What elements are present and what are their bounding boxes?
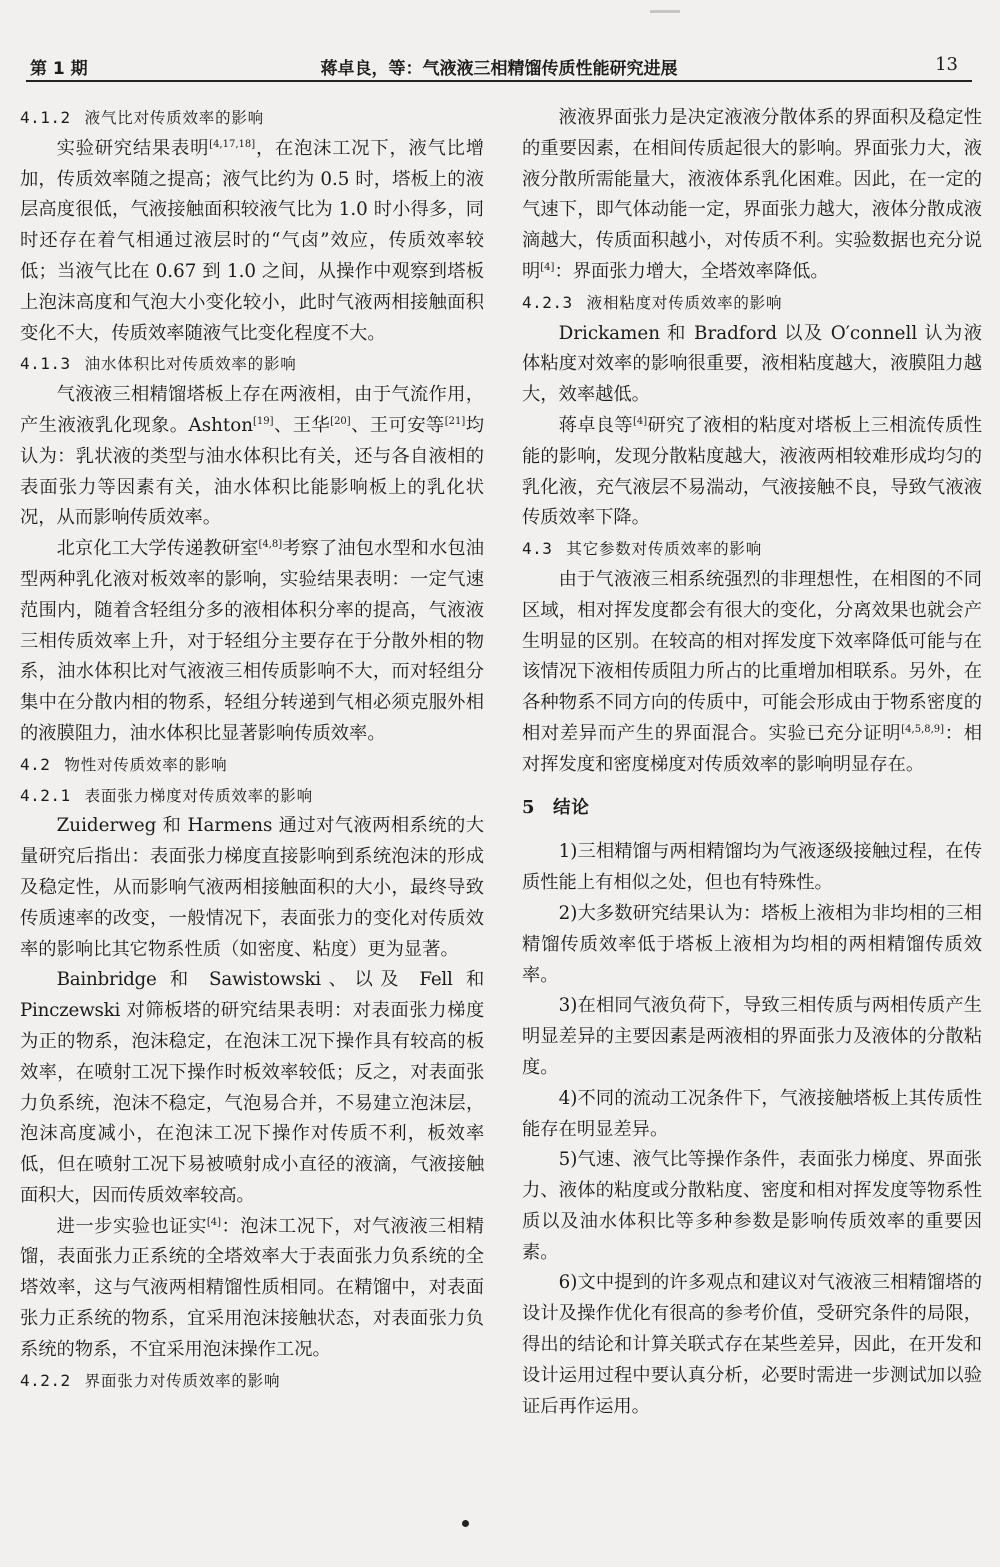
section-heading: 4.2.2 界面张力对传质效率的影响	[20, 1370, 281, 1390]
citation: [4]	[206, 1216, 222, 1228]
ink-dot	[462, 1520, 469, 1527]
scan-smudge	[650, 10, 680, 13]
conclusion-item: 2)大多数研究结果认为：塔板上液相为非均相的三相精馏传质效率低于塔板上液相为均相的两相精馏传质效率。	[522, 902, 982, 986]
section-heading-conclusion: 5 结论	[522, 796, 590, 818]
page-number: 13	[935, 54, 958, 75]
paragraph: 液液界面张力是决定液液分散体系的界面积及稳定性的重要因素，在相间传质起很大的影响。界面张力大，液液分散所需能量大，液液体系乳化困难。因此，在一定的气速下，即气体动能一定，界面张力越大，液体分散成液滴越大，传质面积越小，对传质不利。实验数据也充分说明[4]：界面张力增大，全塔效率降低。	[522, 107, 982, 282]
conclusion-item: 1)三相精馏与两相精馏均为气液逐级接触过程，在传质性能上有相似之处，但也有特殊性。	[522, 841, 982, 894]
citation: [20]	[330, 415, 351, 427]
running-header	[26, 50, 972, 82]
paragraph: 蒋卓良等[4]研究了液相的粘度对塔板上三相流传质性能的影响，发现分散粘度越大，液液两相较难形成均匀的乳化液，充气液层不易湍动，气液接触不良，导致气液液传质效率下降。	[522, 414, 982, 529]
citation: [4,17,18]	[209, 138, 256, 150]
section-heading: 4.2.3 液相粘度对传质效率的影响	[522, 292, 783, 312]
section-heading: 4.2 物性对传质效率的影响	[20, 754, 228, 774]
citation: [4,5,8,9]	[901, 723, 945, 735]
section-heading: 4.3 其它参数对传质效率的影响	[522, 539, 763, 559]
section-heading: 4.1.3 油水体积比对传质效率的影响	[20, 354, 297, 374]
left-column	[20, 103, 484, 1396]
citation: [4]	[540, 261, 555, 273]
section-heading: 4.1.2 液气比对传质效率的影响	[20, 108, 264, 127]
paragraph: Zuiderweg 和 Harmens 通过对气液两相系统的大量研究后指出：表面张力梯度直接影响到系统泡沫的形成及稳定性，从而影响气液两相接触面积的大小，最终导致传质速率的改变，一般情况下，表面张力的变化对传质效率的影响比其它物系性质（如密度、粘度）更为显著。	[20, 815, 484, 960]
running-title: 蒋卓良，等：气液液三相精馏传质性能研究进展	[320, 59, 678, 79]
conclusion-item: 4)不同的流动工况条件下，气液接触塔板上其传质性能存在明显差异。	[522, 1087, 982, 1140]
citation: [21]	[444, 415, 466, 427]
paragraph: 北京化工大学传递教研室[4,8]考察了油包水型和水包油型两种乳化液对板效率的影响，实验结果表明：一定气速范围内，随着含轻组分多的液相体积分率的提高，气液液三相传质效率上升，对于轻组分主要存在于分散外相的物系，油水体积比对气液液三相传质影响不大，而对轻组分集中在分散内相的物系，轻组分转递到气相必须克服外相的液膜阻力，油水体积比显著影响传质效率。	[20, 538, 484, 744]
paragraph: 气液液三相精馏塔板上存在两液相，由于气流作用，产生液液乳化现象。Ashton[19]、王华[20]、王可安等[21]均认为：乳状液的类型与油水体积比有关，还与各自液相的表面张力等因素有关，油水体积比能影响板上的乳化状况，从而影响传质效率。	[20, 384, 485, 529]
citation: [4]	[633, 415, 648, 427]
conclusion-item: 6)文中提到的许多观点和建议对气液液三相精馏塔的设计及操作优化有很高的参考价值，受研究条件的局限，得出的结论和计算关联式存在某些差异，因此，在开发和设计运用过程中要认真分析，必要时需进一步测试加以验证后再作运用。	[522, 1272, 982, 1417]
right-column	[522, 103, 982, 1422]
section-heading: 4.2.1 表面张力梯度对传质效率的影响	[20, 785, 313, 805]
paragraph: 由于气液液三相系统强烈的非理想性，在相图的不同区域，相对挥发度都会有很大的变化，分离效果也就会产生明显的区别。在较高的相对挥发度下效率降低可能与在该情况下液相传质阻力所占的比重增加相联系。另外，在各种物系不同方向的传质中，可能会形成由于物系密度的相对差异而产生的界面混合。实验已充分证明[4,5,8,9]：相对挥发度和密度梯度对传质效率的影响明显存在。	[522, 568, 983, 775]
citation: [19]	[253, 415, 274, 427]
citation: [4,8]	[258, 539, 283, 551]
paragraph: Drickamen 和 Bradford 以及 O′connell 认为液体粘度对效率的影响很重要，液相粘度越大，液膜阻力越大，效率越低。	[522, 322, 982, 406]
paragraph: 进一步实验也证实[4]：泡沫工况下，对气液液三相精馏，表面张力正系统的全塔效率大于表面张力负系统的全塔效率，这与气液两相精馏性质相同。在精馏中，对表面张力正系统的物系，宜采用泡沫接触状态，对表面张力负系统的物系，不宜采用泡沫操作工况。	[20, 1215, 485, 1360]
conclusion-item: 5)气速、液气比等操作条件，表面张力梯度、界面张力、液体的粘度或分散粘度、密度和相对挥发度等物系性质以及油水体积比等多种参数是影响传质效率的重要因素。	[522, 1149, 982, 1263]
paragraph: 实验研究结果表明[4,17,18]，在泡沫工况下，液气比增加，传质效率随之提高；液气比约为 0.5 时，塔板上的液层高度很低，气液接触面积较液气比为 1.0 时小得多，同时还存在着气相通过液层时的“气卤”效应，传质效率较低；当液气比在 0.67 到 1.0 之间，从操作中观察到塔板上泡沫高度和气泡大小变化较小，此时气液两相接触面积变化不大，传质效率随液气比变化程度不大。	[20, 137, 485, 344]
paragraph: Bainbridge 和 Sawistowski、以及 Fell 和 Pinczewski 对筛板塔的研究结果表明：对表面张力梯度为正的物系，泡沫稳定，在泡沫工况下操作具有较高的板效率，在喷射工况下操作时板效率较低；反之，对表面张力负系统，泡沫不稳定，气泡易合并，不易建立泡沫层，泡沫高度减小，在泡沫工况下操作对传质不利，板效率低，但在喷射工况下易被喷射成小直径的液滴，气液接触面积大，因而传质效率较高。	[20, 969, 484, 1206]
conclusion-item: 3)在相同气液负荷下，导致三相传质与两相传质产生明显差异的主要因素是两液相的界面张力及液体的分散粘度。	[522, 995, 982, 1078]
issue-label: 第 1 期	[30, 59, 88, 79]
